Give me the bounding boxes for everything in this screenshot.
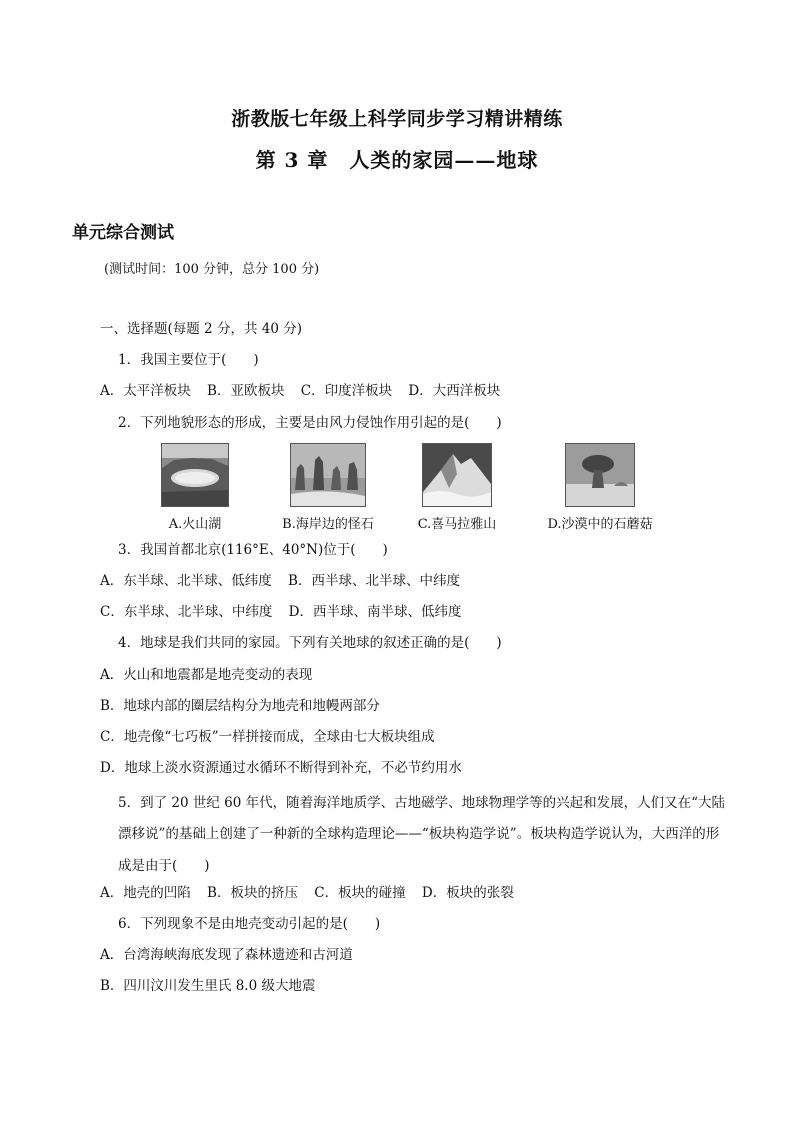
question-2-figures — [100, 443, 725, 541]
question-5-stem: 5．到了 20 世纪 60 年代，随着海洋地质学、古地磁学、地球物理学等的兴起和发展，人们又在“大陆漂移说”的基础上创建了一种新的全球构造理论——“板块构造学说”。板块构造学说认为，大西洋的形成是由于( ) — [118, 795, 726, 874]
question-3-options-row-1 — [100, 570, 725, 601]
q6-option-b: B．四川汶川发生里氏 8.0 级大地震 — [100, 978, 316, 995]
question-1-options — [100, 380, 725, 411]
q5-option-d: D．板块的张裂 — [421, 884, 514, 901]
question-2-stem: 2．下列地貌形态的形成，主要是由风力侵蚀作用引起的是( ) — [118, 414, 502, 431]
figure-c — [402, 443, 512, 532]
q4-option-b: B．地球内部的圈层结构分为地壳和地幔两部分 — [100, 697, 380, 714]
q1-option-a: A．太平洋板块 — [100, 383, 191, 400]
mushroom-rock-photo — [565, 443, 635, 507]
chapter-title: 第 3 章 人类的家园——地球 — [255, 148, 539, 172]
question-1-stem: 1．我国主要位于( ) — [118, 352, 259, 369]
section-title: 单元综合测试 — [72, 223, 174, 243]
q4-option-d: D．地球上淡水资源通过水循环不断得到补充，不必节约用水 — [100, 760, 462, 777]
q6-option-a: A．台湾海峡海底发现了森林遗迹和古河道 — [100, 947, 353, 964]
figure-c-caption: C.喜马拉雅山 — [417, 516, 497, 532]
question-4-stem: 4．地球是我们共同的家园。下列有关地球的叙述正确的是( ) — [118, 635, 502, 652]
coastal-rocks-photo — [290, 443, 366, 507]
figure-d-caption: D.沙漠中的石蘑菇 — [547, 516, 653, 532]
question-list — [100, 318, 725, 1007]
q4-option-a: A．火山和地震都是地壳变动的表现 — [100, 666, 313, 683]
question-3-stem: 3．我国首都北京(116°E、40°N)位于( ) — [118, 541, 388, 558]
question-5-options — [100, 882, 725, 913]
figure-a-caption: A.火山湖 — [168, 516, 222, 532]
figure-b-caption: B.海岸边的怪石 — [282, 516, 374, 532]
volcanic-lake-photo — [161, 443, 229, 507]
q3-option-c: C．东半球、北半球、中纬度 — [100, 604, 273, 621]
test-note: (测试时间：100 分钟，总分 100 分) — [104, 262, 320, 277]
q5-option-a: A．地壳的凹陷 — [100, 884, 191, 901]
q1-option-b: B．亚欧板块 — [207, 383, 285, 400]
q3-option-d: D．西半球、南半球、低纬度 — [288, 604, 462, 621]
q3-option-b: B．西半球、北半球、中纬度 — [288, 572, 460, 589]
q5-option-b: B．板块的挤压 — [207, 884, 298, 901]
q4-option-c: C．地壳像“七巧板”一样拼接而成，全球由七大板块组成 — [100, 728, 435, 745]
q1-option-d: D．大西洋板块 — [408, 383, 501, 400]
figure-b — [263, 443, 393, 532]
q3-option-a: A．东半球、北半球、低纬度 — [100, 572, 272, 589]
question-3-options-row-2 — [100, 601, 725, 632]
figure-a — [145, 443, 245, 532]
figure-d — [530, 443, 670, 532]
part-heading: 一、选择题(每题 2 分，共 40 分) — [100, 321, 302, 337]
q1-option-c: C．印度洋板块 — [300, 383, 393, 400]
question-6-stem: 6．下列现象不是由地壳变动引起的是( ) — [118, 916, 381, 933]
book-title: 浙教版七年级上科学同步学习精讲精练 — [231, 108, 563, 130]
himalaya-photo — [422, 443, 492, 507]
q5-option-c: C．板块的碰撞 — [314, 884, 406, 901]
